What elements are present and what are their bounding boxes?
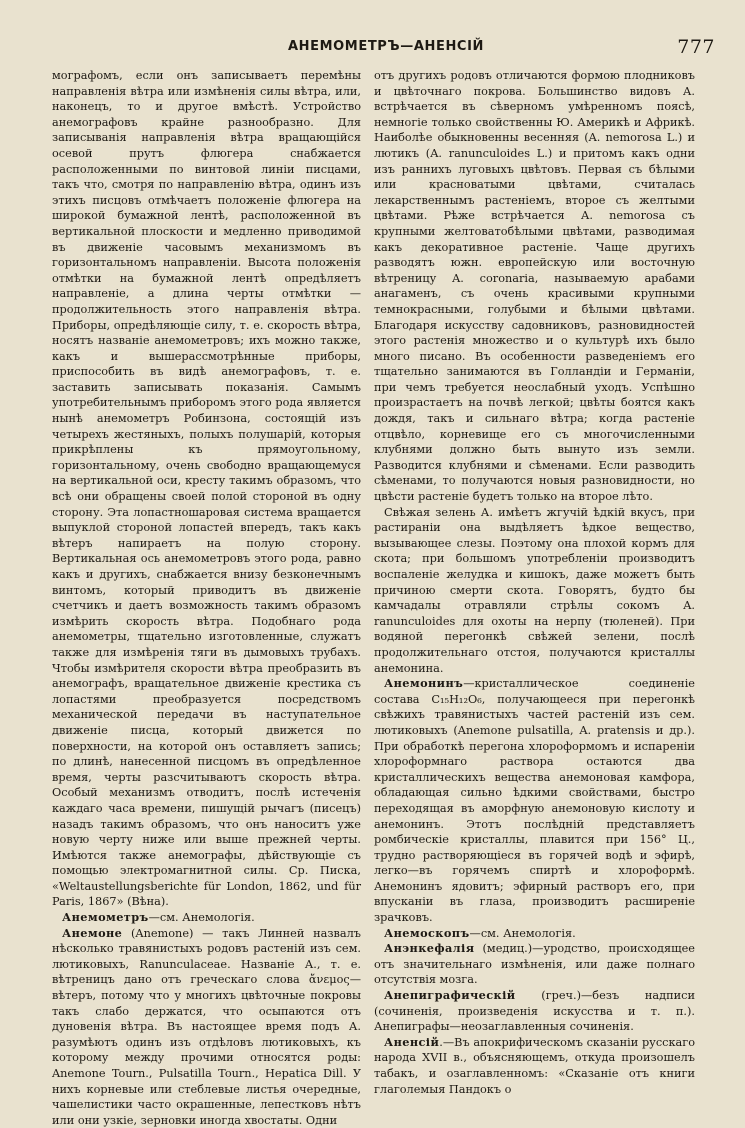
entry-text: —см. Анемологія. — [148, 911, 255, 925]
entry-headword: Анемонинъ — [384, 676, 464, 691]
entry-anemoskop — [374, 926, 695, 942]
entry-text: —см. Анемологія. — [469, 926, 576, 940]
anemone-continued-paragraph: отъ другихъ родовъ отличаются формою плодниковъ и цвѣточнаго покрова. Большинство видовъ А. встрѣчается въ сѣверномъ умѣренномъ поясѣ, немногіе только свойственны Ю. Америкѣ и Африкѣ. Наиболѣе обыкновенны весенняя (A. nemorosa L.) и лютикъ (A. ranunculoides L.) и притомъ какъ одни изъ раннихъ луговыхъ цвѣтовъ. Первая съ бѣлыми или красноватыми цвѣтами, считалась лекарственнымъ растеніемъ, второе съ желтыми цвѣтами. Рѣже встрѣчается А. nemorosa съ крупными желтоватобѣлыми цвѣтами, разводимая какъ декоративное растеніе. Чаще другихъ разводятъ южн. европейскую или восточную вѣтреницу A. coronaria, называемую арабами анагаменъ, съ очень красивыми крупными темнокрасными, голубыми и бѣлыми цвѣтами. Благодаря искусству садовниковъ, разновидностей этого растенія множество и о культурѣ ихъ было много писано. Въ особенности разведеніемъ его тщательно занимаются въ Голландіи и Германіи, при чемъ требуется неослабный уходъ. Успѣшно произрастаетъ на почвѣ легкой; цвѣты боятся какъ дождя, такъ и сильнаго вѣтра; когда растеніе отцвѣло, корневище его съ многочисленными клубнями должно быть вынуто изъ земли. Разводится клубнями и сѣменами. Если разводить сѣменами, то получаются новыя разновидности, но цвѣсти растеніе будетъ только на второе лѣто. — [374, 69, 695, 504]
entry-headword: Анепиграфическій — [384, 988, 516, 1003]
entry-anemone — [52, 926, 361, 1128]
page-number: 777 — [677, 36, 715, 58]
entry-anepigraficheskiy — [374, 988, 695, 1035]
right-column — [374, 68, 695, 1108]
running-title: АНЕМОМЕТРЪ—АНЕНСІЙ — [288, 39, 484, 54]
entry-text: .—Въ апокрифическомъ сказаніи русскаго народа XVII в., объясняющемъ, откуда произошелъ табакъ, и озаглавленномъ: «Сказаніе отъ книги глаголемыя Пандокъ о — [374, 1035, 695, 1096]
entry-headword: Анемоне — [62, 925, 123, 940]
entry-anemometr — [52, 910, 361, 926]
entry-headword: Анэнкефалія — [384, 941, 475, 956]
entry-headword: Анемометръ — [62, 910, 149, 925]
entry-headword: Анемоскопъ — [384, 925, 470, 940]
entry-text: (медиц.)—уродство, происходящее отъ значительнаго измѣненія, или даже полнаго отсутствія мозга. — [374, 942, 695, 987]
entry-anemonin — [374, 676, 695, 926]
entry-text: (Anemone) — такъ Линней назвалъ нѣсколько травянистыхъ родовъ растеній изъ сем. лютиковыхъ, Ranunculaceae. Названіе А., т. е. вѣтреницъ дано отъ греческаго слова ἄνεμος—вѣтеръ, потому что у многихъ цвѣточные покровы такъ слабо держатся, что осыпаются отъ дуновенія вѣтра. Въ настоящее время подъ А. разумѣютъ одинъ изъ отдѣловъ лютиковыхъ, къ которому между прочими относятся роды: Anemone Tourn., Pulsatilla Tourn., Hepatica Dill. У нихъ корневые или стеблевые листья очередные, чашелистики часто окрашенные, лепестковъ нѣтъ или они узкіе, зерновки иногда хвостаты. Одни — [52, 926, 361, 1127]
left-column — [52, 68, 361, 1127]
page-header — [56, 36, 721, 60]
entry-text: —кристаллическое соединеніе состава C₁₅H₁₂O₆, получающееся при перегонкѣ свѣжихъ травянистыхъ частей растеній изъ сем. лютиковыхъ (Anemone pulsatilla, A. pratensis и др.). При обработкѣ перегона хлороформомъ и испареніи хлороформнаго раствора остаются два кристаллическихъ вещества анемоновая камфора, обладающая сильно ѣдкими свойствами, быстро переходящая въ аморфную анемоновую кислоту и анемонинъ. Этотъ послѣдній представляетъ ромбическіе кристаллы, плавится при 156° Ц., трудно растворяющіеся въ горячей водѣ и эфирѣ, легко—въ горячемъ спиртѣ и хлороформѣ. Анемонинъ ядовитъ; эфирный растворъ его, при впусканіи въ глаза, производитъ расширеніе зрачковъ. — [374, 677, 695, 925]
entry-headword: Аненсій — [384, 1034, 440, 1049]
entry-anensiy — [374, 1035, 695, 1097]
anemograph-paragraph: мографомъ, если онъ записываетъ перемѣны направленія вѣтра или измѣненія силы вѣтра, или, наконецъ, то и другое вмѣстѣ. Устройство анемографовъ крайне разнообразно. Для записыванія направленія вѣтра вращающійся осевой прутъ флюгера снабжается расположенными по винтовой линіи писцами, такъ что, смотря по направленію вѣтра, одинъ изъ этихъ писцовъ отмѣчаетъ положеніе флюгера на широкой бумажной лентѣ, расположенной въ вертикальной плоскости и медленно приводимой въ движеніе часовымъ механизмомъ въ горизонтальномъ направленіи. Высота положенія отмѣтки на бумажной лентѣ опредѣляетъ направленіе, а длина черты отмѣтки — продолжительность этого направленія вѣтра. Приборы, опредѣляющіе силу, т. е. скорость вѣтра, носятъ названіе анемометровъ; ихъ можно также, какъ и вышерассмотрѣнные приборы, приспособить въ видѣ анемографовъ, т. е. заставить записывать показанія. Самымъ употребительнымъ приборомъ этого рода является нынѣ анемометръ Робинзона, состоящій изъ четырехъ жестяныхъ, полыхъ полушарій, которыя прикрѣплены къ прямоугольному, горизонтальному, очень свободно вращающемуся на вертикальной оси, кресту такимъ образомъ, что всѣ они обращены своей полой стороной въ одну сторону. Эта лопастношаровая система вращается выпуклой стороной лопастей впередъ, такъ какъ вѣтеръ напираетъ на полую сторону. Вертикальная ось анемометровъ этого рода, равно какъ и другихъ, снабжается внизу безконечнымъ винтомъ, который приводитъ въ движеніе счетчикъ и даетъ возможность такимъ образомъ измѣрить скорость вѣтра. Подобнаго рода анемометры, тщательно изготовленные, служатъ также для измѣренія тяги въ дымовыхъ трубахъ. Чтобы измѣрителя скорости вѣтра преобразить въ анемографъ, вращательное движеніе крестика съ лопастями преобразуется посредствомъ механической передачи въ наступательное движеніе писца, который движется по поверхности, на которой онъ оставляетъ запись; по длинѣ, нанесенной писцомъ въ опредѣленное время, черты разсчитываютъ скорость вѣтра. Особый механизмъ отводитъ, послѣ истеченія каждаго часа времени, пишущій рычагъ (писецъ) назадъ такимъ образомъ, что онъ наноситъ уже новую черту ниже или выше прежней черты. Имѣются также анемографы, дѣйствующіе съ помощью электромагнитной силы. Ср. Писка, «Weltaustellungsberichte für London, 1862, und für Paris, 1867» (Вѣна). — [52, 69, 361, 909]
anemone-toxicity-paragraph: Свѣжая зелень А. имѣетъ жгучій ѣдкій вкусъ, при растираніи она выдѣляетъ ѣдкое вещество, вызывающее слезы. Поэтому она плохой кормъ для скота; при большомъ употребленіи производитъ воспаленіе желудка и кишокъ, даже можетъ быть причиною смерти скота. Говорятъ, будто бы камчадалы отравляли стрѣлы сокомъ A. ranunculoides для охоты на нерпу (тюленей). При водяной перегонкѣ свѣжей зелени, послѣ продолжительнаго отстоя, получаются кристаллы анемонина. — [374, 505, 695, 675]
entry-anenkefaliya — [374, 941, 695, 988]
entry-text: (греч.)—безъ надписи (сочиненія, произведенія искусства и т. п.). Анепиграфы—неозаглавленныя сочиненія. — [374, 989, 695, 1034]
